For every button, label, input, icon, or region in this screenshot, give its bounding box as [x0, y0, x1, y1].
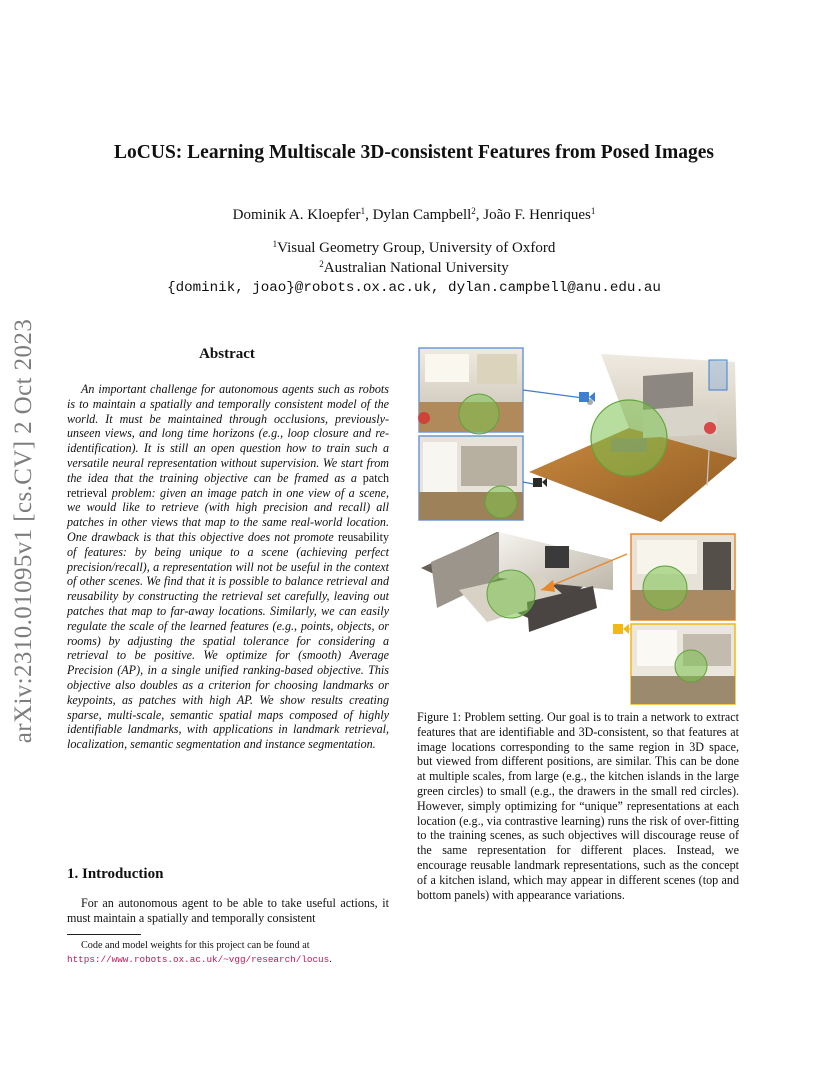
author-name: Dylan Campbell	[372, 207, 472, 223]
author-emails: {dominik, joao}@robots.ox.ac.uk, dylan.campbell@anu.edu.au	[167, 280, 661, 296]
correspondence-line	[523, 390, 583, 398]
top-view-photo-2	[419, 436, 523, 520]
abstract-text: problem: given an image patch in one view of a scene, we would like to retrieve (with high precision and recall) all patches in other views that map to the same real-world location. One drawback is that this objective does not promote	[67, 485, 389, 544]
bottom-view-photo-1	[631, 534, 735, 620]
section-heading: 1. Introduction	[67, 866, 164, 882]
paper-title: LoCUS: Learning Multiscale 3D-consistent Features from Posed Images	[114, 142, 714, 163]
bottom-view-photo-2	[631, 624, 735, 704]
abstract-body	[67, 382, 389, 752]
abstract-emphasis: patch retrieval	[67, 470, 389, 500]
footnote-text: Code and model weights for this project can be found at	[81, 940, 310, 951]
abstract-text: An important challenge for autonomous agents such as robots is to maintain a spatially and temporally consistent model of the world. It must be maintained through occlusions, previously-unseen views, and long time horizons (e.g., loop closure and re-identification). It is still an open question how to train such a versatile neural representation without supervision. We start from the idea that the training objective can be framed as a	[67, 382, 389, 485]
intro-paragraph: For an autonomous agent to be able to take useful actions, it must maintain a spatially and temporally consistent	[67, 896, 389, 925]
affiliation-mark: 2	[319, 259, 324, 269]
correspondence-line	[523, 482, 533, 484]
arxiv-stamp: arXiv:2310.01095v1 [cs.CV] 2 Oct 2023	[10, 318, 37, 744]
affiliation-name: Visual Geometry Group, University of Oxford	[277, 240, 556, 256]
top-3d-scene	[529, 354, 737, 522]
camera-icon	[613, 624, 629, 634]
affiliation-name: Australian National University	[323, 260, 509, 276]
footnote-link[interactable]: https://www.robots.ox.ac.uk/~vgg/research/locus	[67, 953, 330, 965]
camera-icon	[533, 478, 547, 487]
author-list: Dominik A. Kloepfer$^1$, Dylan Campbell$^2$, João F. Henriques$^1$	[232, 206, 596, 223]
author-name: Dominik A. Kloepfer	[232, 207, 361, 223]
figure-1	[417, 346, 739, 706]
footnote	[67, 939, 389, 966]
author-aff-mark: 1	[360, 206, 366, 216]
abstract-text: of features: by being unique to a scene (achieving perfect precision/recall), a representation will not be useful in the context of other scenes. We find that it is possible to balance retrieval and reusability by constructing the retrieval set carefully, leaving out patches that map to far-away locations. Similarly, we can easily regulate the scale of the learned features (e.g., points, objects, or rooms) by adjusting the spatial tolerance for considering a retrieval to be positive. We optimize for (smooth) Average Precision (AP), in a single unified ranking-based objective. This objective also doubles as a criterion for choosing landmarks or keypoints, as patches with high AP. We show results creating sparse, multi-scale, semantic spatial maps composed of highly identifiable landmarks, with applications in landmark retrieval, localization, semantic segmentation and instance segmentation.	[67, 544, 389, 752]
affiliation	[60, 260, 768, 277]
footnote-rule	[67, 934, 141, 935]
abstract-emphasis: reusability	[337, 529, 389, 544]
footnote-text-end: .	[329, 953, 332, 965]
top-view-photo-1	[418, 348, 523, 434]
figure-caption: Figure 1: Problem setting. Our goal is to train a network to extract features that are identifiable and 3D-consistent, so that features at image locations corresponding to the same region in 3D space, but viewed from different positions, are similar. This can be done at multiple scales, from large (e.g., the kitchen islands in the large green circles) to small (e.g., the drawers in the small red circles). However, simply optimizing for “unique” representations at each location (e.g., via contrastive learning) runs the risk of over-fitting to the training scenes, as such objectives will discourage reuse of the same representation for different places. Instead, we encourage reusable landmark representations, such as the concept of a kitchen island, which may appear in different scenes (top and bottom panels) with appearance variations.	[417, 710, 739, 902]
bottom-3d-scene	[421, 532, 613, 632]
affiliation-mark: 1	[272, 239, 278, 249]
author-name: João F. Henriques	[483, 207, 591, 223]
abstract-heading: Abstract	[199, 346, 255, 362]
author-aff-mark: 1	[590, 206, 596, 216]
affiliation	[60, 240, 768, 257]
author-aff-mark: 2	[471, 206, 476, 216]
camera-icon	[579, 392, 595, 402]
